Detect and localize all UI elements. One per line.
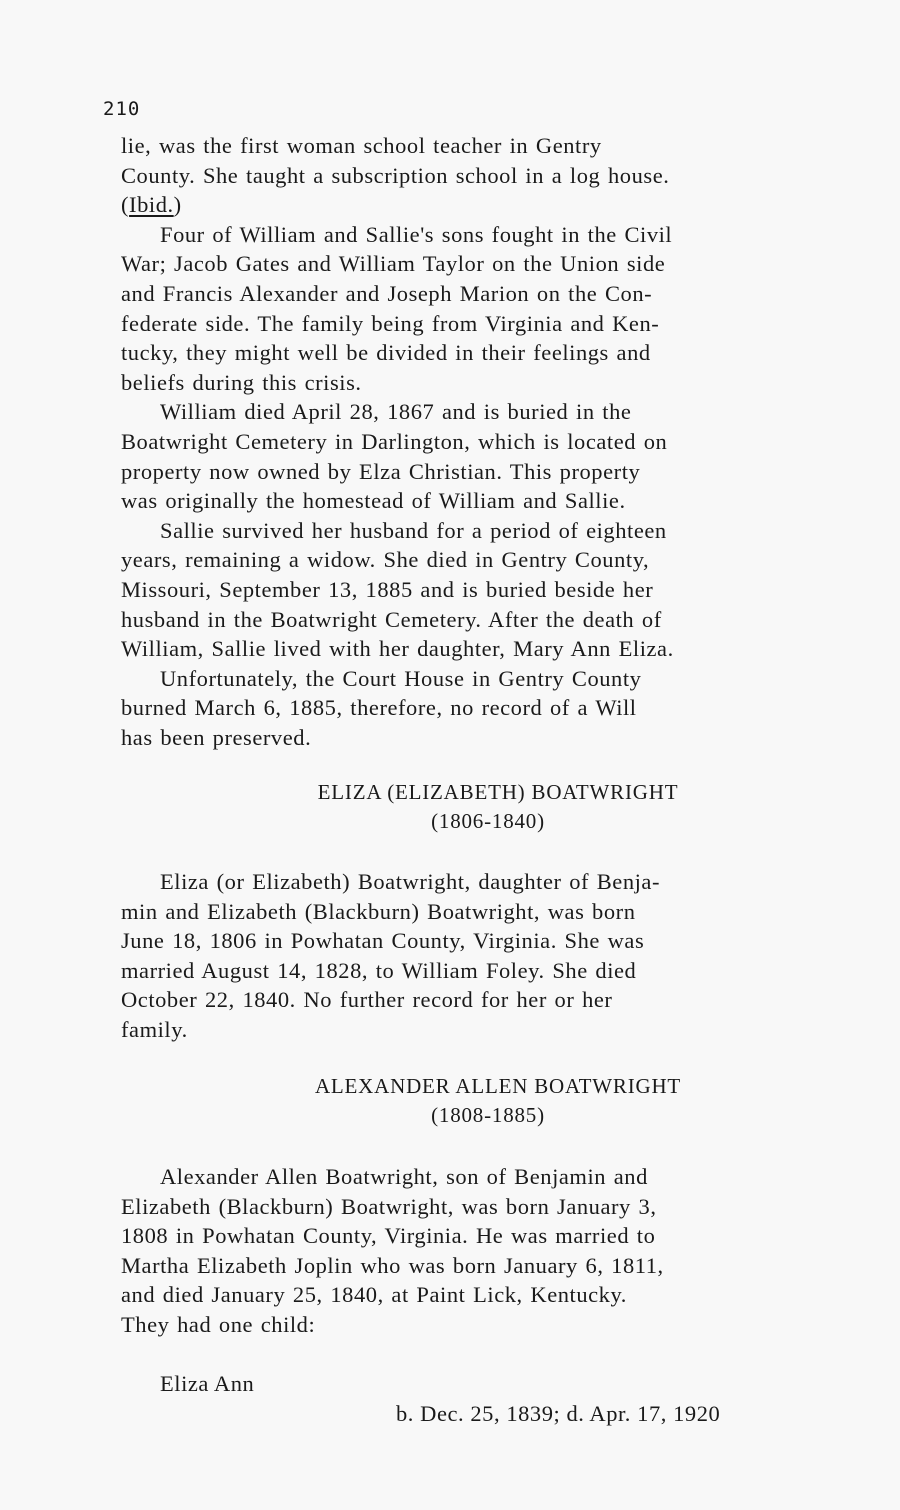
text-line: October 22, 1840. No further record for her or her [121, 987, 613, 1013]
text-line: County. She taught a subscription school in a log house. [121, 162, 670, 188]
heading-years: (1806-1840) [431, 809, 545, 833]
text-line: was originally the homestead of William and Sallie. [121, 488, 626, 514]
text-line: Sallie survived her husband for a period of eighteen [160, 517, 667, 543]
section-heading-alexander [0, 1072, 900, 1130]
child-dates: b. Dec. 25, 1839; d. Apr. 17, 1920 [396, 1400, 721, 1426]
section-eliza-body [121, 867, 891, 1045]
text-line: tucky, they might well be divided in their feelings and [121, 340, 651, 366]
heading-years: (1808-1885) [431, 1103, 545, 1127]
text-line: Boatwright Cemetery in Darlington, which is located on [121, 428, 668, 454]
text-line: family. [121, 1016, 188, 1042]
section-alexander-body [121, 1162, 891, 1426]
text-line: Martha Elizabeth Joplin who was born January 6, 1811, [121, 1252, 664, 1278]
text-line: Alexander Allen Boatwright, son of Benjamin and [160, 1164, 648, 1189]
child-entry [121, 1340, 891, 1426]
citation-ibid: (Ibid.) [121, 192, 182, 218]
text-line: min and Elizabeth (Blackburn) Boatwright, was born [121, 898, 636, 924]
section-heading-eliza [0, 778, 900, 836]
text-line: 1808 in Powhatan County, Virginia. He was married to [121, 1223, 656, 1249]
text-line: lie, was the first woman school teacher in Gentry [121, 133, 602, 158]
text-line: Missouri, September 13, 1885 and is buried beside her [121, 576, 654, 602]
text-line: federate side. The family being from Virginia and Ken- [121, 310, 660, 336]
text-line: and died January 25, 1840, at Paint Lick, Kentucky. [121, 1282, 627, 1308]
text-line: Unfortunately, the Court House in Gentry County [160, 665, 642, 691]
text-line: and Francis Alexander and Joseph Marion on the Con- [121, 280, 653, 306]
child-name: Eliza Ann [160, 1371, 255, 1397]
text-line: property now owned by Elza Christian. This property [121, 458, 641, 484]
text-line: beliefs during this crisis. [121, 369, 362, 395]
text-line: years, remaining a widow. She died in Gentry County, [121, 547, 650, 573]
text-line: They had one child: [121, 1311, 316, 1337]
text-line: William, Sallie lived with her daughter, Mary Ann Eliza. [121, 636, 674, 662]
heading-title: ALEXANDER ALLEN BOATWRIGHT [314, 1074, 682, 1098]
text-line: Elizabeth (Blackburn) Boatwright, was born January 3, [121, 1193, 657, 1219]
text-line: husband in the Boatwright Cemetery. After the death of [121, 606, 662, 632]
page-number: 210 [103, 98, 141, 120]
text-line: Eliza (or Elizabeth) Boatwright, daughter of Benja- [160, 869, 661, 894]
text-line: married August 14, 1828, to William Foley. She died [121, 957, 637, 983]
ibid-text: Ibid. [129, 192, 174, 218]
section-continuation [121, 131, 891, 752]
text-line: Four of William and Sallie's sons fought in the Civil [160, 221, 673, 247]
text-line: William died April 28, 1867 and is buried in the [160, 399, 632, 425]
text-line: has been preserved. [121, 724, 312, 750]
text-line: June 18, 1806 in Powhatan County, Virginia. She was [121, 928, 645, 954]
text-line: War; Jacob Gates and William Taylor on the Union side [121, 251, 666, 277]
heading-title: ELIZA (ELIZABETH) BOATWRIGHT [317, 780, 679, 804]
text-line: burned March 6, 1885, therefore, no record of a Will [121, 695, 637, 721]
